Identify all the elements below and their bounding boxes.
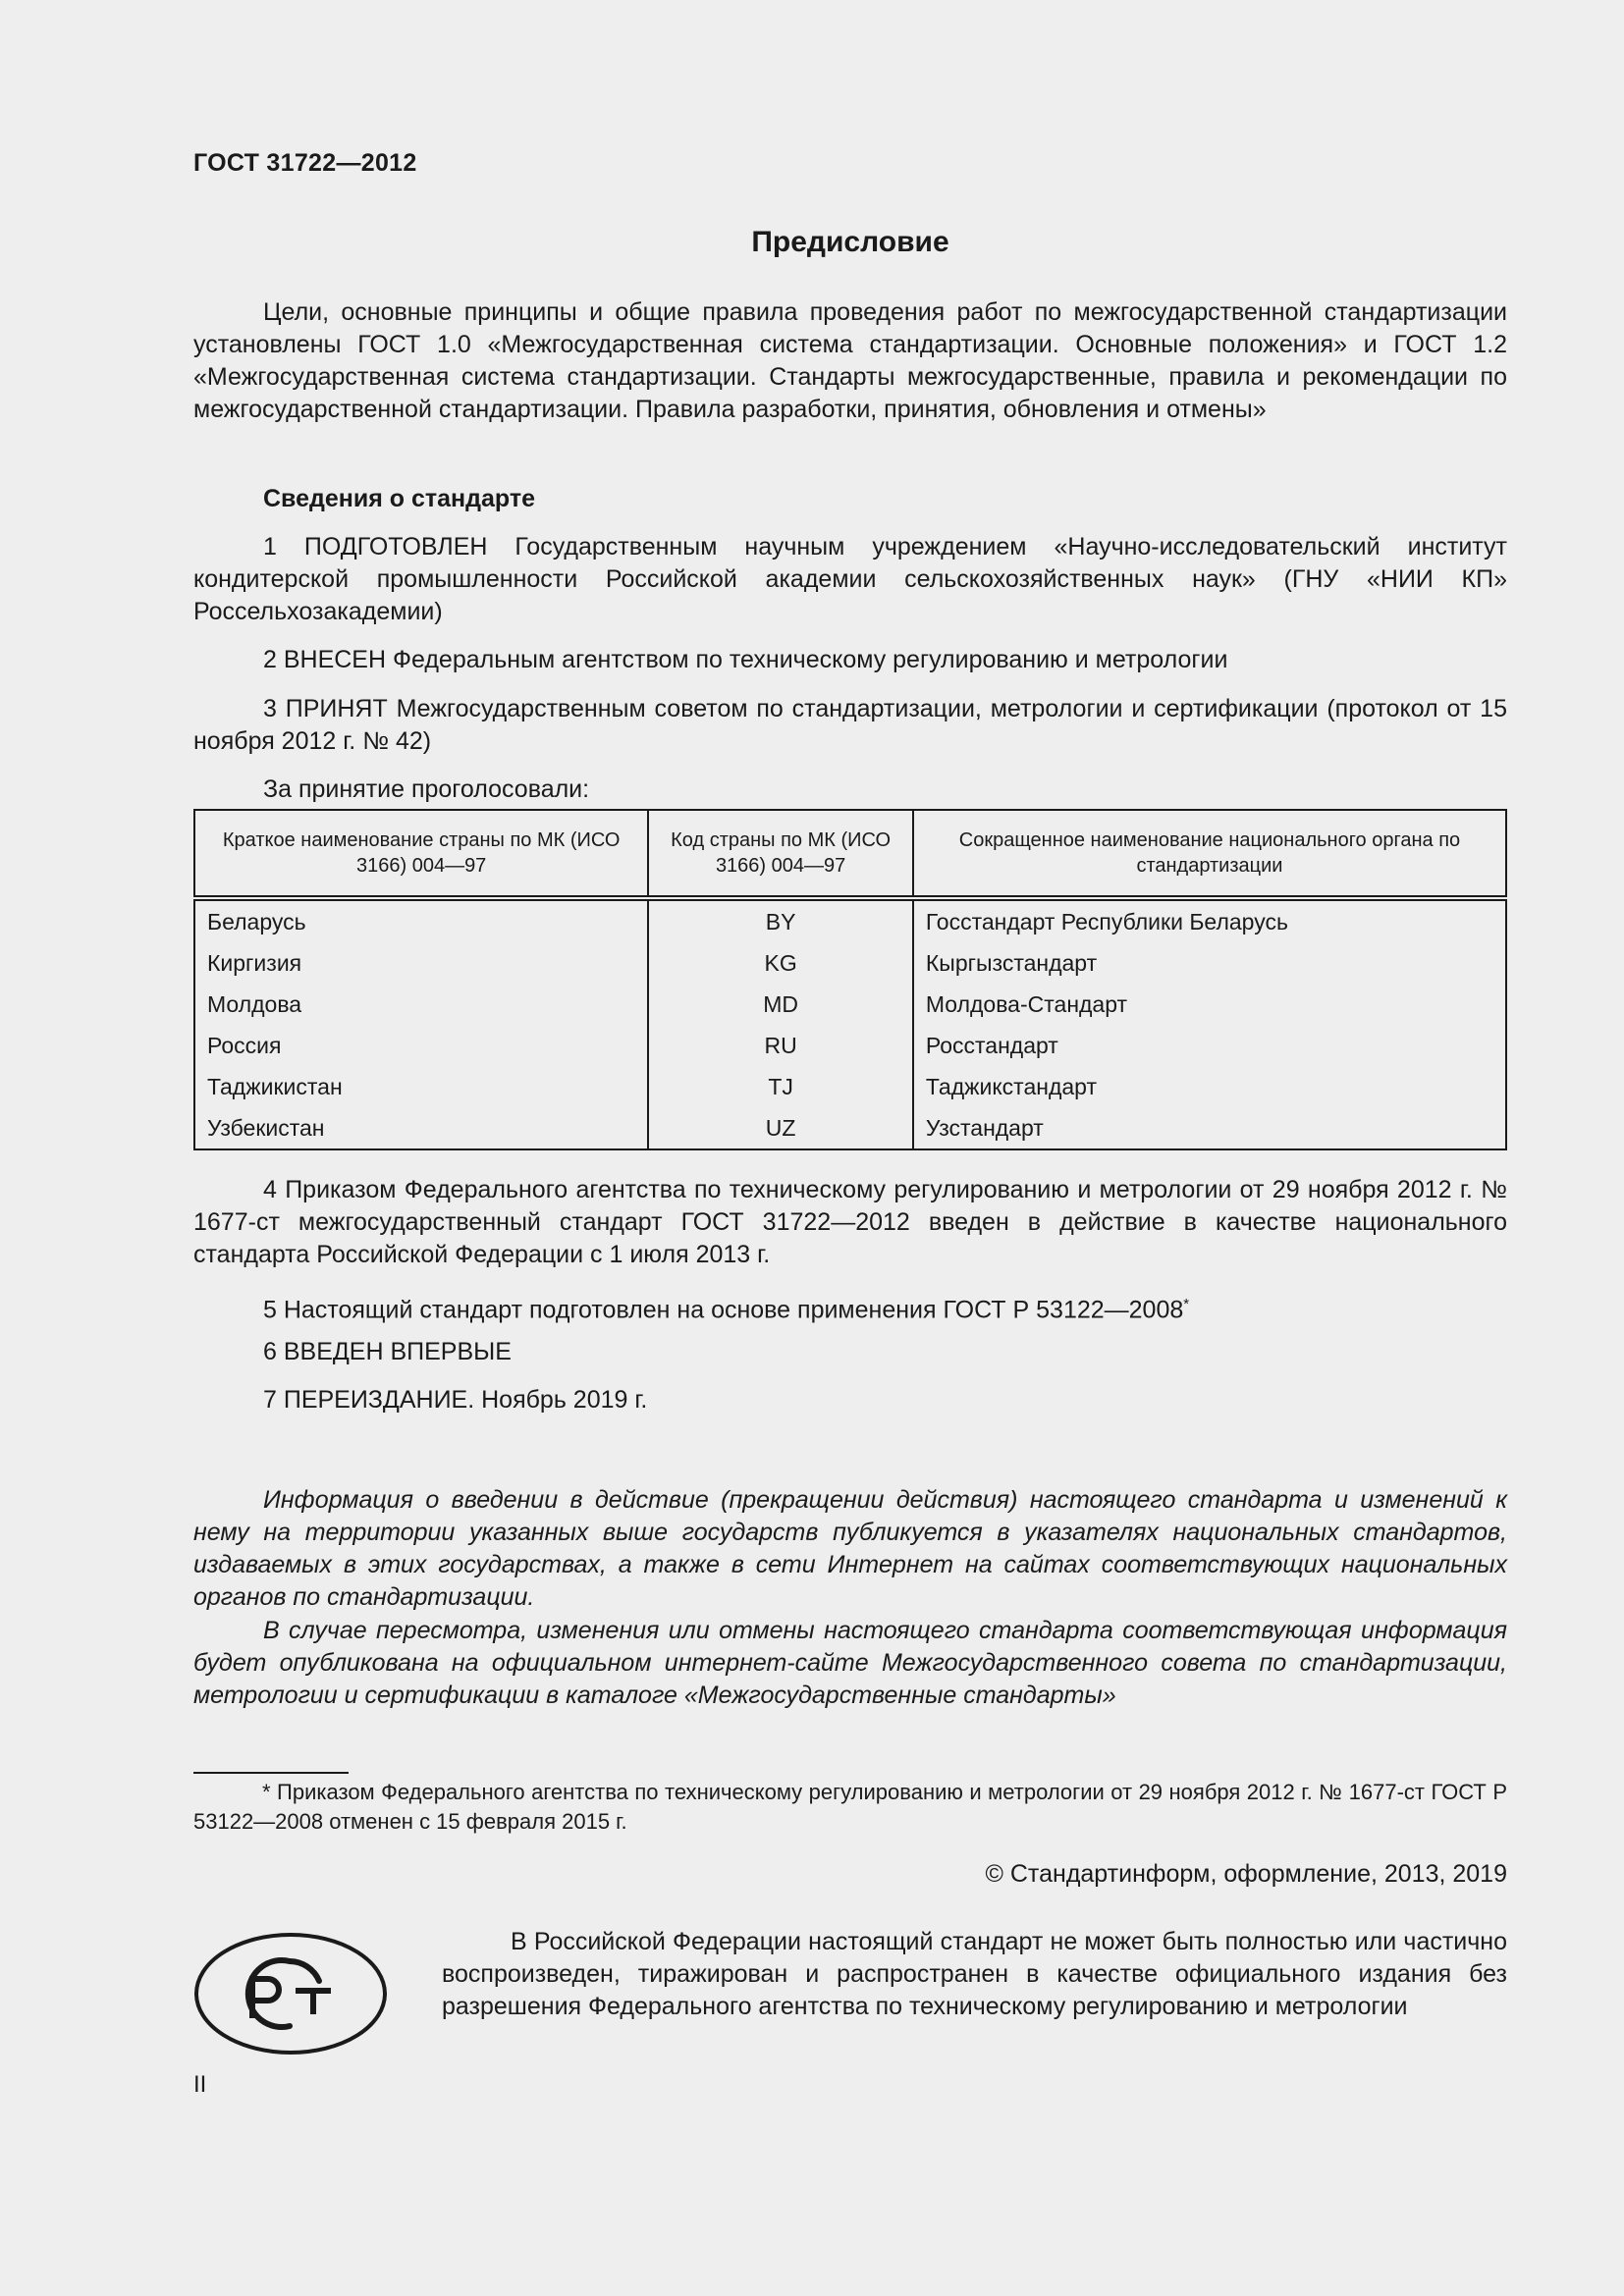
cell-country: Киргизия bbox=[194, 942, 648, 984]
cell-authority: Росстандарт bbox=[913, 1025, 1506, 1066]
cell-authority: Молдова-Стандарт bbox=[913, 984, 1506, 1025]
table-row bbox=[194, 984, 1506, 1025]
document-code: ГОСТ 31722—2012 bbox=[193, 149, 417, 177]
column-header-authority: Сокращенное наименование национального органа по стандартизации bbox=[913, 810, 1506, 898]
cell-country: Молдова bbox=[194, 984, 648, 1025]
column-header-code: Код страны по МК (ИСО 3166) 004—97 bbox=[648, 810, 913, 898]
table-header-row bbox=[194, 810, 1506, 898]
rst-logo-icon bbox=[193, 1932, 388, 2056]
rights-notice: В Российской Федерации настоящий стандарт не может быть полностью или частично воспроизведен, тиражирован и распространен в качестве официального издания без разрешения Федерального агентства по техническому регулированию и метрологии bbox=[442, 1928, 1507, 2020]
votes-table bbox=[193, 809, 1507, 1150]
footnote-mark: * bbox=[1183, 1296, 1190, 1312]
intro-paragraph: Цели, основные принципы и общие правила проведения работ по межгосударственной стандартизации установлены ГОСТ 1.0 «Межгосударственная система стандартизации. Основные положения» и ГОСТ 1.2 «Межгосударственная система стандартизации. Стандарты межгосударственные, правила и рекомендации по межгосударственной стандартизации. Правила разработки, принятия, обновления и отмены» bbox=[193, 298, 1507, 423]
column-header-country: Краткое наименование страны по МК (ИСО 3166) 004—97 bbox=[194, 810, 648, 898]
cell-code: BY bbox=[648, 898, 913, 942]
notice-paragraph-1: Информация о введении в действие (прекращении действия) настоящего стандарта и изменений к нему на территории указанных выше государств публикуется в указателях национальных стандартов, издаваемых в этих государствах, а также в сети Интернет на сайтах соответствующих национальных органов по стандартизации. bbox=[193, 1486, 1507, 1611]
info-heading: Сведения о стандарте bbox=[263, 485, 536, 512]
item-7: 7 ПЕРЕИЗДАНИЕ. Ноябрь 2019 г. bbox=[263, 1386, 648, 1414]
item-5 bbox=[193, 1288, 1507, 1326]
item-4: 4 Приказом Федерального агентства по техническому регулированию и метрологии от 29 ноября 2012 г. № 1677-ст межгосударственный стандарт ГОСТ 31722—2012 введен в действие в качестве национального стандарта Российской Федерации с 1 июля 2013 г. bbox=[193, 1176, 1507, 1268]
page-number: II bbox=[193, 2071, 207, 2098]
item-3: 3 ПРИНЯТ Межгосударственным советом по стандартизации, метрологии и сертификации (протокол от 15 ноября 2012 г. № 42) bbox=[193, 695, 1507, 755]
notice-paragraph-2: В случае пересмотра, изменения или отмены настоящего стандарта соответствующая информация будет опубликована на официальном интернет-сайте Межгосударственного совета по стандартизации, метрологии и сертификации в каталоге «Межгосударственные стандарты» bbox=[193, 1617, 1507, 1709]
table-row bbox=[194, 1025, 1506, 1066]
table-row bbox=[194, 1066, 1506, 1107]
item-1: 1 ПОДГОТОВЛЕН Государственным научным учреждением «Научно-исследовательский институт кондитерской промышленности Российской академии сельскохозяйственных наук» (ГНУ «НИИ КП» Россельхозакадемии) bbox=[193, 533, 1507, 625]
cell-country: Узбекистан bbox=[194, 1107, 648, 1149]
cell-country: Беларусь bbox=[194, 898, 648, 942]
cell-authority: Узстандарт bbox=[913, 1107, 1506, 1149]
cell-code: KG bbox=[648, 942, 913, 984]
voted-label: За принятие проголосовали: bbox=[263, 775, 590, 803]
item-6: 6 ВВЕДЕН ВПЕРВЫЕ bbox=[263, 1338, 512, 1365]
page-title: Предисловие bbox=[751, 226, 949, 258]
table-row bbox=[194, 1107, 1506, 1149]
cell-code: RU bbox=[648, 1025, 913, 1066]
table-row bbox=[194, 898, 1506, 942]
cell-authority: Госстандарт Республики Беларусь bbox=[913, 898, 1506, 942]
cell-country: Таджикистан bbox=[194, 1066, 648, 1107]
copyright: © Стандартинформ, оформление, 2013, 2019 bbox=[985, 1860, 1507, 1888]
cell-code: UZ bbox=[648, 1107, 913, 1149]
footnote: * Приказом Федерального агентства по техническому регулированию и метрологии от 29 ноября 2012 г. № 1677-ст ГОСТ Р 53122—2008 отменен с 15 февраля 2015 г. bbox=[193, 1780, 1507, 1834]
cell-country: Россия bbox=[194, 1025, 648, 1066]
cell-authority: Таджикстандарт bbox=[913, 1066, 1506, 1107]
item-5-text: 5 Настоящий стандарт подготовлен на основе применения ГОСТ Р 53122—2008 bbox=[263, 1296, 1184, 1324]
cell-authority: Кыргызстандарт bbox=[913, 942, 1506, 984]
table-row bbox=[194, 942, 1506, 984]
cell-code: TJ bbox=[648, 1066, 913, 1107]
footnote-separator bbox=[193, 1772, 349, 1774]
item-2: 2 ВНЕСЕН Федеральным агентством по техническому регулированию и метрологии bbox=[263, 646, 1228, 673]
cell-code: MD bbox=[648, 984, 913, 1025]
